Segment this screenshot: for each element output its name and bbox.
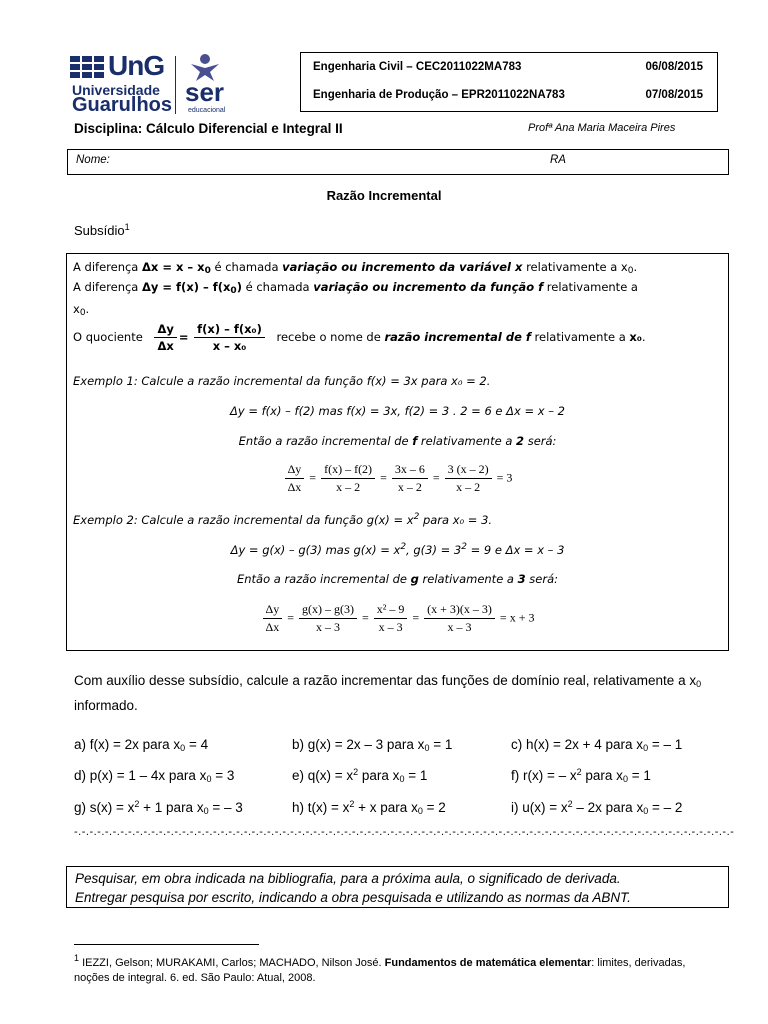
course-name: Engenharia de Produção – EPR2011022NA783 [313, 89, 565, 101]
course-info-box [300, 52, 718, 112]
professor-name: Profª Ana Maria Maceira Pires [528, 122, 676, 134]
homework-line: Entregar pesquisa por escrito, indicando a obra pesquisada e utilizando as normas da ABNT. [75, 890, 631, 905]
subsidio-box [66, 253, 729, 651]
ra-label: RA [550, 154, 566, 166]
example-2-conclusion: Então a razão incremental de g relativamente a 3 será: [236, 572, 559, 586]
fraction-quotient: $\frac{\text{f(x) – f(x₀)}}{\text{x – x₀}}$ [194, 322, 265, 353]
university-logo [70, 50, 230, 120]
subsidio-heading: Subsídio$^1$ [74, 222, 130, 238]
exercise-item: i) $u(x) = x^2 - 2x$ para $x_0$ = – 2 [511, 799, 683, 816]
course-date: 07/08/2015 [645, 89, 703, 101]
fraction-dy-dx: $\frac{\Delta y}{\Delta x}$ [154, 322, 176, 353]
name-label: Nome: [76, 154, 110, 166]
example-2-statement: Exemplo 2: Calcule a razão incremental da função $g(x) = x^2$ para x₀ = 3. [73, 512, 493, 527]
logo-educacional-text: educacional [188, 107, 226, 114]
example-1-step: Δy = f(x) – f(2) mas f(x) = 3x, f(2) = 3 . 2 = 6 e Δx = x – 2 [230, 404, 565, 418]
logo-divider [175, 56, 176, 114]
homework-box [66, 866, 729, 908]
exercise-item: b) g(x) = 2x – 3 para $x_0 = 1$ [292, 737, 453, 753]
example-1-formula: $\frac{\Delta y}{\Delta x}$ = $\frac{f(x) - f(2)}{x - 2}$ = $\frac{3x - 6}{x - 2}$ = $\frac{3 (x - 2)}{x - 2}$ = 3 [67, 462, 728, 495]
logo-ser-text: ser [185, 77, 225, 107]
course-date: 06/08/2015 [645, 61, 703, 73]
exercise-intro: Com auxílio desse subsídio, calcule a razão incrementar das funções de domínio real, relativamente a $x_0$ informado. [74, 673, 702, 713]
course-row [313, 89, 703, 101]
definition-delta-y-cont: $x_0$. [73, 302, 90, 318]
exercise-item: g) $s(x) = x^2 + 1$ para $x_0$ = – 3 [74, 799, 243, 816]
footnote: $^1$ IEZZI, Gelson; MURAKAMI, Carlos; MACHADO, Nilson José. Fundamentos de matemática elementar: limites, derivadas, noções de integral. 6. ed. São Paulo: Atual, 2008. [74, 953, 686, 984]
exercise-item: a) f(x) = 2x para $x_0 = 4$ [74, 737, 209, 753]
definition-delta-x: A diferença $\Delta x = x - x_0$ é chamada variação ou incremento da variável x relativamente a $x_0$. [73, 260, 638, 276]
discipline-title: Disciplina: Cálculo Diferencial e Integral II [74, 121, 343, 136]
page-title: Razão Incremental [326, 188, 442, 203]
logo-ung-text: UnG [108, 50, 165, 81]
exercise-item: f) r(x) = – $x^2$ para $x_0 = 1$ [511, 767, 651, 784]
student-info-box[interactable] [67, 149, 729, 175]
course-row [313, 61, 703, 73]
homework-line: Pesquisar, em obra indicada na bibliografia, para a próxima aula, o significado de derivada. [75, 871, 621, 886]
example-2-formula: $\frac{\Delta y}{\Delta x}$ = $\frac{g(x) - g(3)}{x - 3}$ = $\frac{\text{x² – 9}}{x - 3}$ = $\frac{(x + 3)(x - 3)}{x - 3}$ = x + 3 [67, 602, 728, 635]
exercise-item: h) $t(x) = x^2 + x$ para $x_0 = 2$ [292, 799, 446, 816]
exercise-item: e) $q(x) = x^2$ para $x_0 = 1$ [292, 767, 428, 784]
definition-delta-y: A diferença $\Delta y = f(x) - f(x_0)$ é chamada variação ou incremento da função f relativamente a [73, 280, 638, 296]
example-2-step: Δy = g(x) – g(3) mas $g(x) = x^2$, $g(3) = 3^2 = 9$ e Δx = x – 3 [230, 542, 565, 557]
definition-quotient: O quociente $\frac{\Delta y}{\Delta x}$ = $\frac{\text{f(x) – f(x₀)}}{\text{x – x₀}}$ recebe o nome de razão incremental de f relativamente a x₀. [73, 322, 646, 353]
logo-guarulhos-text: Guarulhos [72, 94, 173, 116]
dashed-separator: -.-.-.-.-.-.-.-.-.-.-.-.-.-.-.-.-.-.-.-.-.-.-.-.-.-.-.-.-.-.-.-.-.-.-.-.-.-.-.-.-.-.-.-.-.-.-.-.-.-.-.-.-.-.-.-.-.-.-.-.-.-.-.-.-.-.-.-.-.-.-.-.-.-.-.-.-.-.-.-.-.-.-.-.-.- [74, 826, 735, 838]
example-1-statement: Exemplo 1: Calcule a razão incremental da função f(x) = 3x para x₀ = 2. [73, 374, 491, 388]
course-name: Engenharia Civil – CEC2011022MA783 [313, 61, 522, 73]
exercise-item: d) p(x) = 1 – 4x para $x_0 = 3$ [74, 768, 235, 784]
exercise-item: c) h(x) = 2x + 4 para $x_0$ = – 1 [511, 737, 683, 753]
footnote-rule [74, 944, 259, 945]
ung-grid-icon [70, 56, 108, 80]
example-1-conclusion: Então a razão incremental de f relativamente a 2 será: [238, 434, 557, 448]
logo-universidade-text: Universidade [72, 82, 160, 98]
